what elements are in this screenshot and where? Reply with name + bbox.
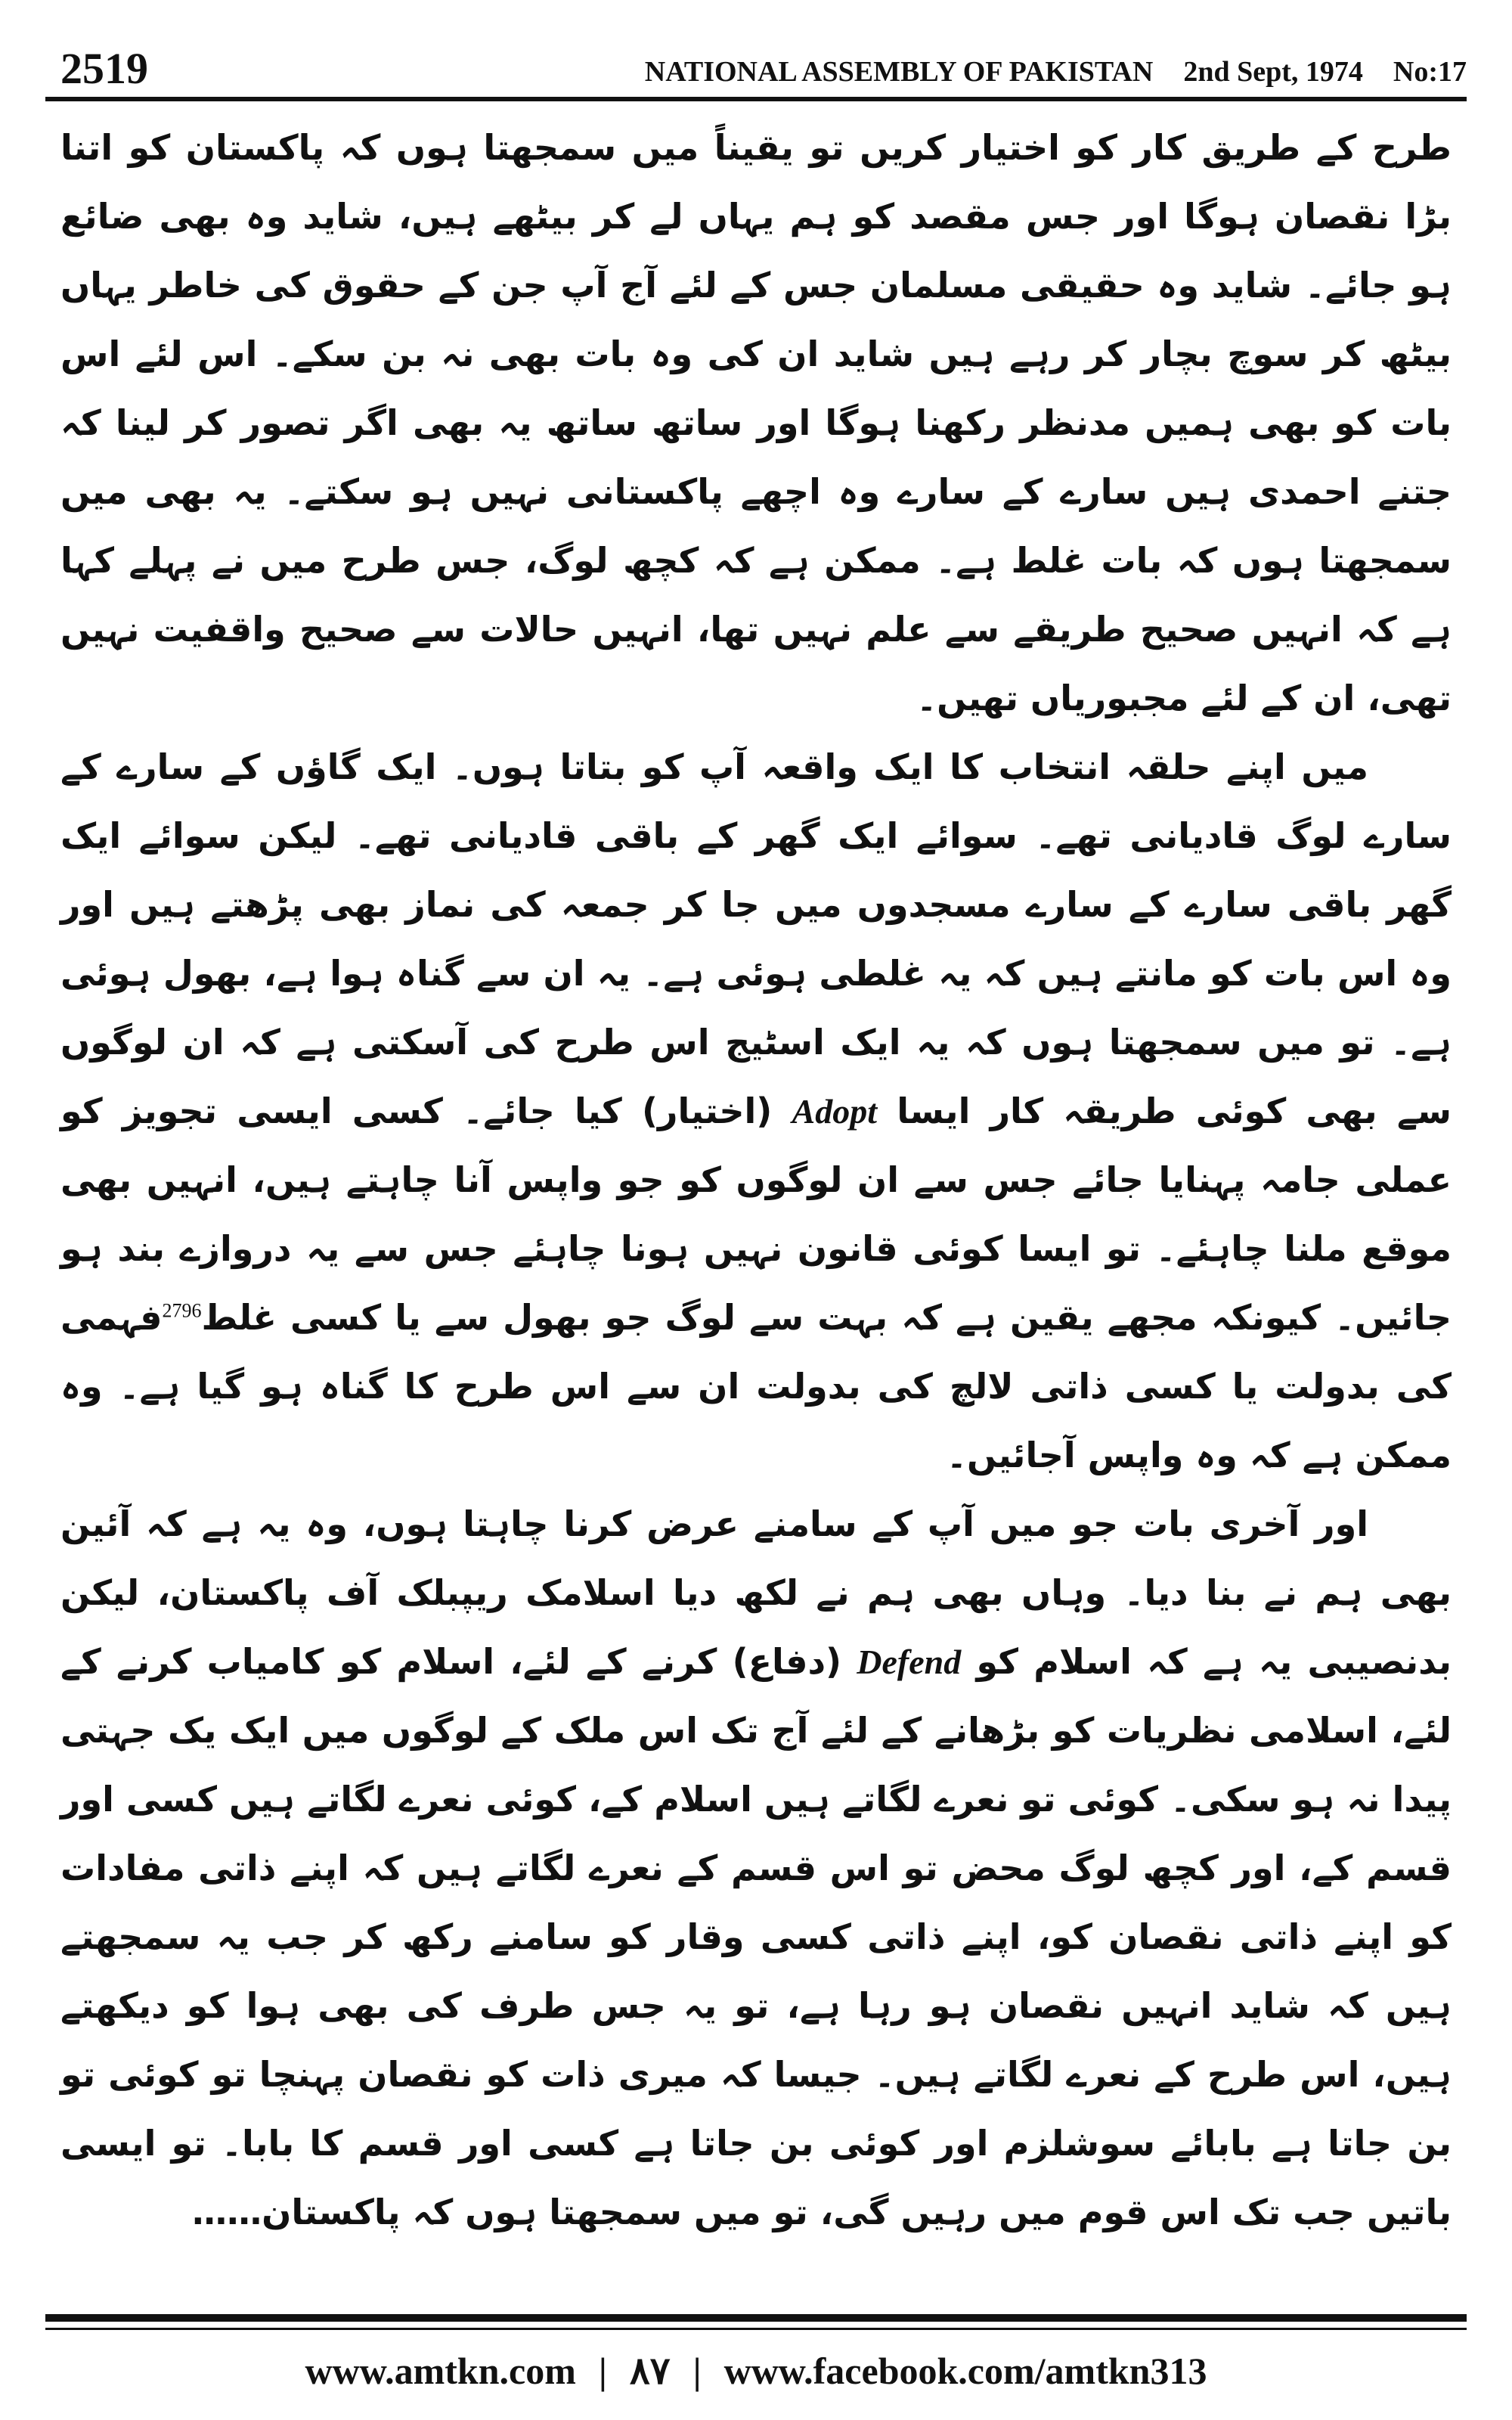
- footer-separator-left: |: [598, 2350, 607, 2392]
- english-term-defend: Defend: [857, 1643, 962, 1681]
- paragraph-2-part-b: (اختیار) کیا جائے۔ کسی ایسی تجویز کو عملی جامہ پہنایا جائے جس سے ان لوگوں کو جو واپس آنا چاہتے ہیں، انہیں بھی موقع ملنا چاہئے۔ تو ایسا کوئی قانون نہیں ہونا چاہئے جس سے یہ دروازے بند ہو جائیں۔ کیونکہ مجھے یقین ہے کہ بہت سے لوگ جو بھول سے یا کسی غلط: [60, 1091, 1452, 1338]
- facebook-link[interactable]: www.facebook.com/amtkn313: [723, 2350, 1207, 2392]
- footer-divider-thin: [45, 2328, 1467, 2330]
- paragraph-1: طرح کے طریق کار کو اختیار کریں تو یقیناً میں سمجھتا ہوں کہ پاکستان کو اتنا بڑا نقصان ہوگا اور جس مقصد کو ہم یہاں لے کر بیٹھے ہیں، شاید وہ بھی ضائع ہو جائے۔ شاید وہ حقیقی مسلمان جس کے لئے آج آپ جن کے حقوق کی خاطر یہاں بیٹھ کر سوچ بچار کر رہے ہیں شاید ان کی وہ بات بھی نہ بن سکے۔ اس لئے اس بات کو بھی ہمیں مدنظر رکھنا ہوگا اور ساتھ ساتھ یہ بھی اگر تصور کر لینا کہ جتنے احمدی ہیں سارے کے سارے وہ اچھے پاکستانی نہیں ہو سکتے۔ یہ بھی میں سمجھتا ہوں کہ بات غلط ہے۔ ممکن ہے کہ کچھ لوگ، جس طرح میں نے پہلے کہا ہے کہ انہیں صحیح طریقے سے علم نہیں تھا، انہیں حالات سے صحیح واقفیت نہیں تھی، ان کے لئے مجبوریاں تھیں۔: [60, 127, 1452, 718]
- paragraph-2-part-c: فہمی کی بدولت یا کسی ذاتی لالچ کی بدولت ان سے اس طرح کا گناہ ہو گیا ہے۔ وہ ممکن ہے کہ وہ واپس آجائیں۔: [60, 1297, 1452, 1475]
- paragraph-3-part-a: اور آخری بات جو میں آپ کے سامنے عرض کرنا چاہتا ہوں، وہ یہ ہے کہ آئین بھی ہم نے بنا دیا۔ وہاں بھی ہم نے لکھ دیا اسلامک ریپبلک آف پاکستان، لیکن بدنصیبی یہ ہے کہ اسلام کو: [60, 1503, 1452, 1682]
- footnote-marker: 2796: [162, 1299, 202, 1322]
- footer-page-marker: ۸۷: [629, 2350, 671, 2392]
- website-link[interactable]: www.amtkn.com: [305, 2350, 576, 2392]
- footer-separator-right: |: [692, 2350, 702, 2392]
- header-divider: [45, 97, 1467, 101]
- publication-title: NATIONAL ASSEMBLY OF PAKISTAN: [644, 56, 1154, 88]
- paragraph-3-part-b: (دفاع) کرنے کے لئے، اسلام کو کامیاب کرنے کے لئے، اسلامی نظریات کو بڑھانے کے لئے آج تک اس ملک کے لوگوں میں ایک یک جہتی پیدا نہ ہو سکی۔ کوئی تو نعرے لگاتے ہیں اسلام کے، کوئی نعرے لگاتے ہیں کسی اور قسم کے، اور کچھ لوگ محض تو اس قسم کے نعرے لگاتے ہیں کہ اپنے ذاتی مفادات کو اپنے ذاتی نقصان کو، اپنے ذاتی کسی وقار کو سامنے رکھ کر جب یہ سمجھتے ہیں کہ شاید انہیں نقصان ہو رہا ہے، تو یہ جس طرف کی بھی ہوا کو دیکھتے ہیں، اس طرح کے نعرے لگاتے ہیں۔ جیسا کہ میری ذات کو نقصان پہنچا تو کوئی تو بن جاتا ہے بابائے سوشلزم اور کوئی بن جاتا ہے کسی اور قسم کا بابا۔ تو ایسی باتیں جب تک اس قوم میں رہیں گی، تو میں سمجھتا ہوں کہ پاکستان: [60, 1641, 1452, 2232]
- paragraph-3: [60, 1490, 1452, 2247]
- issue-number: No:17: [1393, 56, 1467, 88]
- english-term-adopt: Adopt: [792, 1092, 877, 1131]
- session-date: 2nd Sept, 1974: [1183, 56, 1363, 88]
- paragraph-2: [60, 733, 1452, 1490]
- transcript-body: [60, 113, 1452, 2232]
- paragraph-2-part-a: میں اپنے حلقہ انتخاب کا ایک واقعہ آپ کو بتاتا ہوں۔ ایک گاؤں کے سارے کے سارے لوگ قادیانی تھے۔ سوائے ایک گھر کے باقی قادیانی تھے۔ لیکن سوائے ایک گھر باقی سارے کے سارے مسجدوں میں جا کر جمعہ کی نماز بھی پڑھتے ہیں اور وہ اس بات کو مانتے ہیں کہ یہ غلطی ہوئی ہے۔ یہ ان سے گناہ ہوا ہے، بھول ہوئی ہے۔ تو میں سمجھتا ہوں کہ یہ ایک اسٹیج اس طرح کی آسکتی ہے کہ ان لوگوں سے بھی کوئی طریقہ کار ایسا: [60, 746, 1452, 1131]
- trailing-ellipsis: ……: [192, 2192, 262, 2232]
- footer-divider-thick: [45, 2314, 1467, 2322]
- header-meta: [645, 57, 1467, 91]
- page-header: [60, 30, 1467, 91]
- page-footer: [45, 2341, 1467, 2401]
- page-number: 2519: [60, 44, 148, 93]
